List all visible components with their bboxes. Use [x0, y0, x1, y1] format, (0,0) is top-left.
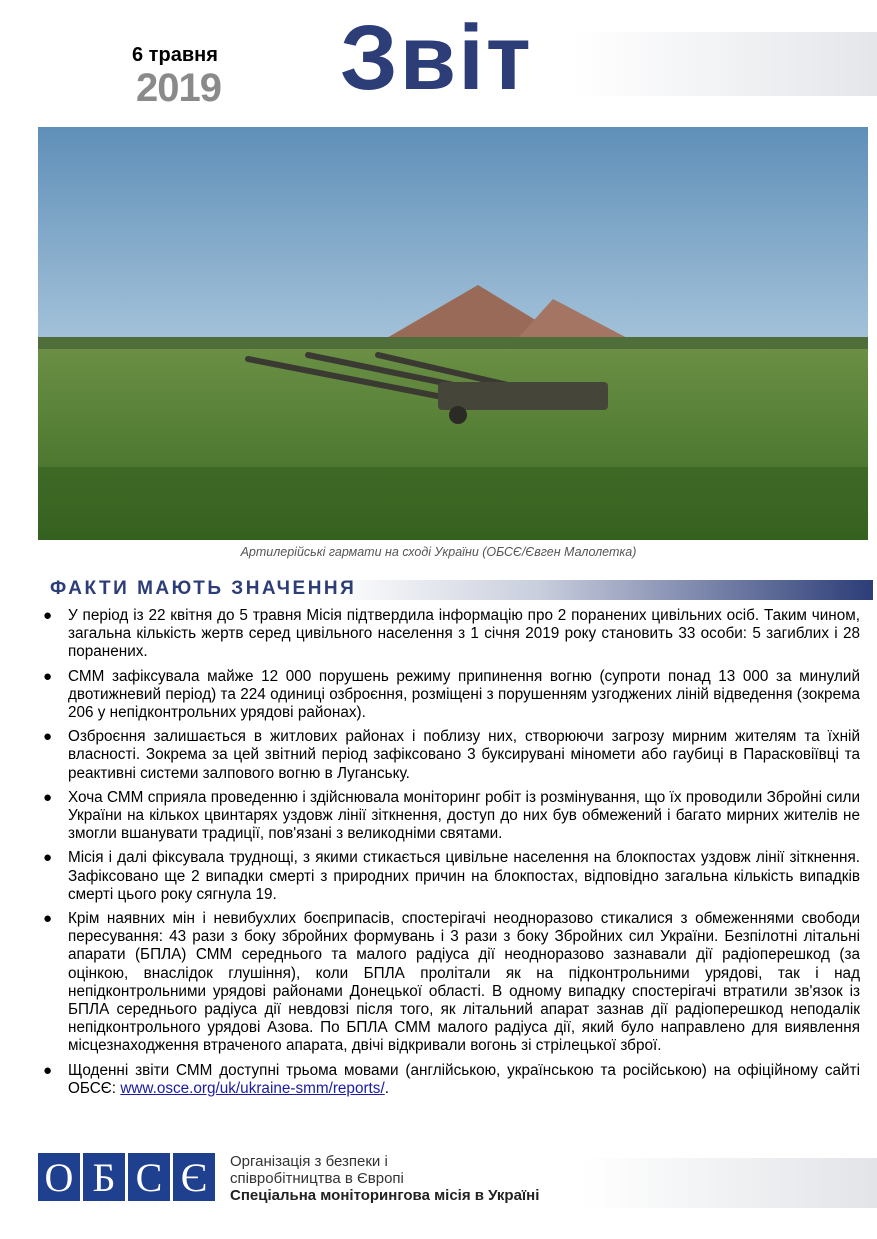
section-title-text: ФАКТИ МАЮТЬ ЗНАЧЕННЯ: [50, 578, 357, 599]
report-date: 6 травня: [132, 44, 218, 66]
bullet-icon: ●: [43, 728, 53, 746]
org-line: Організація з безпеки і: [230, 1153, 388, 1170]
list-item: [40, 789, 860, 844]
organization-name: [230, 1153, 539, 1204]
list-item-end: .: [384, 1079, 389, 1097]
header-decor-gradient: [570, 32, 877, 96]
list-item: [40, 728, 860, 783]
bullet-icon: ●: [43, 607, 53, 624]
list-item-text: Щоденні звіти СММ доступні трьома мовами (англійською, українською та російською) на офіційному сайті ОБСЄ:: [68, 1061, 860, 1097]
logo-letter: С: [128, 1153, 170, 1201]
list-item-text: Крім наявних мін і невибухлих боєприпасів, спостерігачі неодноразово стикалися з обмеженнями свободи пересування: 43 рази з боку збройних формувань і 3 рази з боку Збройних сил України. Безпілотні літальні апарати (БПЛА) СММ середнього та малого радіуса дії неодноразово зазнавали дії радіоперешкод (за оцінкою, внаслідок глушіння), коли БПЛА пролітали як на підконтрольними урядові, так і над непідконтрольними урядові районами Донецької області. В одному випадку спостерігачі втратили зв'язок із БПЛА середнього радіуса дії невдовзі після того, як літальний апарат зазнав дії радіоперешкод неподалік непідконтрольного урядові Азова. По БПЛА СММ малого радіуса дії, який було направлено для виявлення місцезнаходження втраченого апарата, двічі відкривали вогонь зі стрілецької зброї.: [68, 910, 860, 1055]
list-item: [40, 910, 860, 1056]
bullet-icon: ●: [43, 667, 53, 685]
photo-caption: Артилерійські гармати на сході України (ОБСЄ/Євген Малолетка): [240, 545, 637, 559]
report-year: 2019: [136, 66, 221, 110]
logo-letter: Є: [173, 1153, 215, 1201]
reports-link[interactable]: www.osce.org/uk/ukraine-smm/reports/: [120, 1079, 385, 1097]
bullet-icon: ●: [43, 910, 53, 928]
mission-name: Спеціальна моніторингова місія в Україні: [230, 1187, 540, 1204]
osce-logo: [38, 1153, 218, 1201]
bullet-icon: ●: [43, 1061, 53, 1079]
org-line: співробітництва в Європі: [230, 1170, 404, 1187]
footer-decor-gradient: [580, 1158, 877, 1208]
list-item: [40, 1062, 860, 1098]
bullet-icon: ●: [43, 788, 53, 806]
list-item: [40, 849, 860, 904]
list-item-text: Місія і далі фіксувала труднощі, з якими стикається цивільне населення на блокпостах уздовж лінії зіткнення. Зафіксовано ще 2 випадки смерті з природних причин на блокпостах, відповідно загальна кількість випадків смерті цього року сягнула 19.: [68, 849, 860, 903]
list-item-text: Озброєння залишається в житлових районах і поблизу них, створюючи загрозу мирним жителям та їхній власності. Зокрема за цей звітний період зафіксовано 3 буксирувані міномети або гаубиці в Парасковіївці та реактивні системи залпового вогню в Луганську.: [68, 728, 860, 782]
list-item-text: Хоча СММ сприяла проведенню і здійснювала моніторинг робіт із розмінування, що їх проводили Збройні сили України на кількох цвинтарях уздовж лінії зіткнення, доступ до них був обмежений і багато мирних жителів не змогли вшанувати традиції, пов'язані з великодніми святами.: [68, 788, 860, 843]
list-item-text: У період із 22 квітня до 5 травня Місія підтвердила інформацію про 2 поранених цивільних осіб. Таким чином, загальна кількість жертв серед цивільного населення з 1 січня 2019 року становить 33 особи: 5 загиблих і 28 поранених.: [68, 607, 860, 661]
logo-letter: О: [38, 1153, 80, 1201]
section-title: [50, 578, 356, 600]
page-title: Звіт: [340, 7, 533, 109]
list-item: [40, 668, 860, 723]
logo-letter: Б: [83, 1153, 125, 1201]
bullet-icon: ●: [43, 849, 53, 867]
cover-photo: [38, 127, 868, 540]
list-item-text: СММ зафіксувала майже 12 000 порушень режиму припинення вогню (супроти понад 13 000 за минулий двотижневий період) та 224 одиниці озброєння, розміщені з порушенням узгоджених ліній відведення (зокрема 206 у непідконтрольних урядові районах).: [68, 667, 860, 722]
list-item: [40, 607, 860, 662]
facts-list: [40, 607, 860, 1104]
